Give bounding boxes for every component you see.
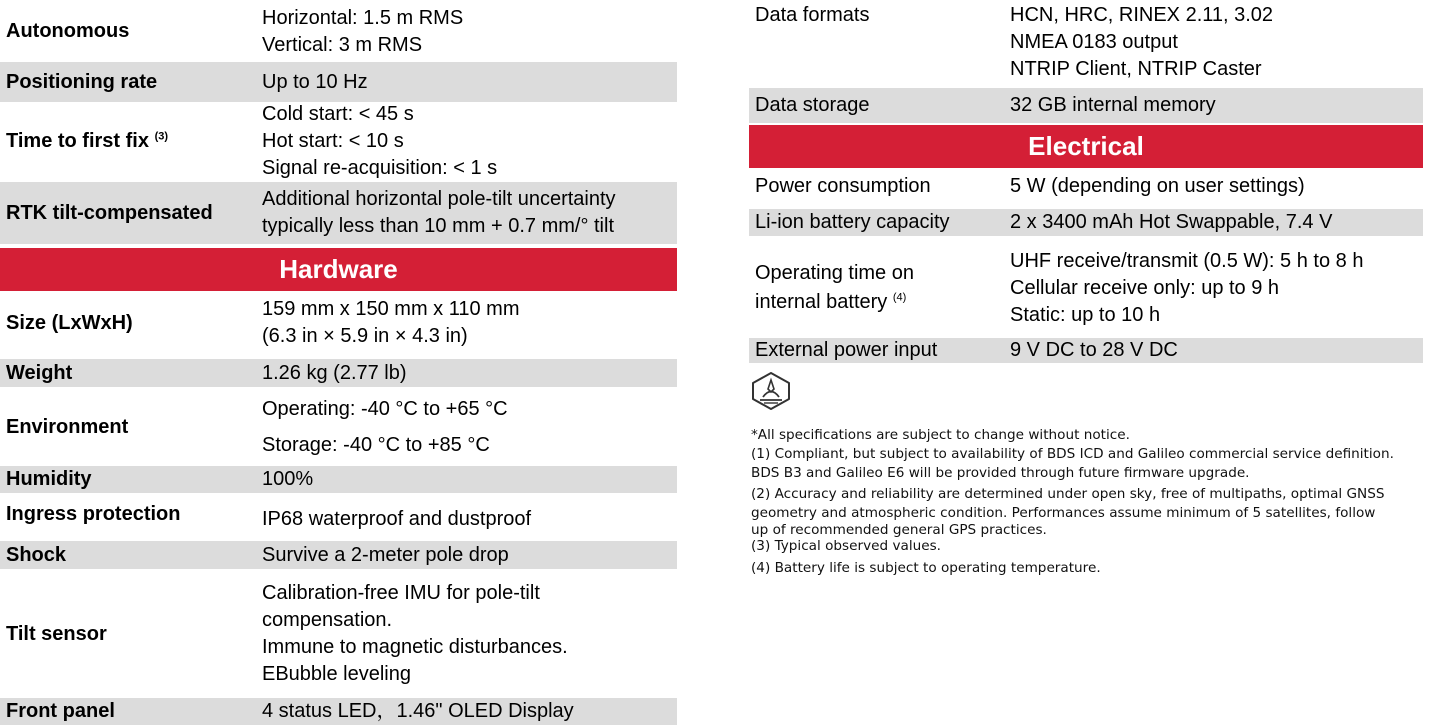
- spec-value-line: 5 W (depending on user settings): [1010, 174, 1305, 197]
- spec-value-line: 159 mm x 150 mm x 110 mm: [262, 298, 520, 320]
- spec-value: [262, 698, 677, 725]
- spec-value-line: Static: up to 10 h: [1010, 303, 1161, 326]
- spec-value: [1010, 248, 1423, 329]
- footnote-line: (2) Accuracy and reliability are determined under open sky, free of multipaths, optimal GNSS: [751, 486, 1385, 502]
- spec-label: Li-ion battery capacity: [755, 211, 950, 233]
- spec-value: [262, 542, 677, 569]
- spec-label: RTK tilt-compensated: [6, 201, 213, 224]
- spec-value-line: NMEA 0183 output: [1010, 31, 1178, 53]
- spec-value: [262, 186, 677, 240]
- spec-value-line: Immune to magnetic disturbances.: [262, 636, 568, 658]
- spec-value-line: Survive a 2-meter pole drop: [262, 543, 509, 566]
- spec-value-line: compensation.: [262, 609, 393, 631]
- spec-label: Humidity: [6, 468, 92, 490]
- spec-value-line: UHF receive/transmit (0.5 W): 5 h to 8 h: [1010, 249, 1364, 272]
- spec-label: Data storage: [755, 94, 870, 116]
- spec-row-size: [0, 294, 677, 352]
- spec-value: [262, 296, 677, 350]
- spec-value: [262, 396, 677, 459]
- spec-value-line: Horizontal: 1.5 m RMS: [262, 6, 464, 29]
- spec-value: [1010, 173, 1423, 200]
- spec-value-line: Up to 10 Hz: [262, 70, 368, 93]
- spec-value: [262, 5, 677, 59]
- spec-value-line: Storage: -40 °C to +85 °C: [262, 433, 490, 456]
- spec-label: Size (LxWxH): [6, 311, 133, 334]
- footnote-line: (1) Compliant, but subject to availability of BDS ICD and Galileo commercial service definition.: [751, 446, 1394, 462]
- spec-label: Data formats: [755, 4, 870, 26]
- footnotes: [751, 426, 1431, 578]
- spec-value-line: IP68 waterproof and dustproof: [262, 507, 532, 530]
- spec-value-line: NTRIP Client, NTRIP Caster: [1010, 58, 1262, 80]
- spec-value-line: 4 status LED，1.46" OLED Display: [262, 700, 574, 722]
- spec-label: External power input: [755, 339, 938, 361]
- spec-label: Weight: [6, 361, 73, 384]
- spec-value: [262, 506, 677, 533]
- spec-value-line: 2 x 3400 mAh Hot Swappable, 7.4 V: [1010, 211, 1333, 233]
- spec-value-line: Signal re-acquisition: < 1 s: [262, 157, 498, 179]
- spec-value: [1010, 337, 1423, 364]
- footnote-line: BDS B3 and Galileo E6 will be provided through future firmware upgrade.: [751, 465, 1250, 481]
- section-header-hardware: Hardware: [0, 248, 677, 291]
- spec-value-line: (6.3 in × 5.9 in × 4.3 in): [262, 325, 468, 347]
- spec-row-environment: [0, 390, 677, 464]
- spec-value-line: Calibration-free IMU for pole-tilt: [262, 582, 540, 604]
- spec-value-line: HCN, HRC, RINEX 2.11, 3.02: [1010, 4, 1274, 26]
- spec-row-data-formats: [749, 2, 1423, 86]
- spec-value: [1010, 209, 1423, 236]
- spec-row-shock: [0, 541, 677, 569]
- spec-value-line: Vertical: 3 m RMS: [262, 33, 423, 56]
- spec-row-data-storage: [749, 88, 1423, 123]
- spec-value-line: 9 V DC to 28 V DC: [1010, 339, 1178, 361]
- spec-value: [262, 466, 677, 493]
- spec-value: [262, 580, 677, 688]
- spec-row-humidity: [0, 466, 677, 493]
- spec-label: Front panel: [6, 700, 115, 722]
- spec-value-line: typically less than 10 mm + 0.7 mm/° tilt: [262, 215, 615, 237]
- spec-label: Power consumption: [755, 174, 931, 197]
- footnote-line: geometry and atmospheric condition. Performances assume minimum of 5 satellites, follow: [751, 505, 1376, 521]
- spec-row-rtk-tilt: [0, 182, 677, 244]
- spec-label: Environment: [6, 415, 129, 438]
- spec-row-operating-time: [749, 244, 1423, 332]
- spec-row-external-power: [749, 338, 1423, 363]
- spec-label: [0, 128, 262, 155]
- footnote-line: *All specifications are subject to change without notice.: [751, 427, 1130, 443]
- spec-value: [262, 101, 677, 182]
- spec-row-ingress: [0, 501, 677, 537]
- spec-row-tilt-sensor: [0, 579, 677, 689]
- spec-label: Shock: [6, 543, 67, 566]
- spec-label-text: Time to first fix: [6, 130, 149, 152]
- spec-value-line: 32 GB internal memory: [1010, 94, 1216, 116]
- spec-value: [1010, 92, 1423, 119]
- spec-row-weight: [0, 359, 677, 387]
- footnote-ref: (4): [892, 291, 907, 304]
- spec-value-line: EBubble leveling: [262, 663, 411, 685]
- footnote-ref: (3): [154, 130, 169, 143]
- spec-value: [262, 69, 677, 96]
- spec-row-autonomous: [0, 4, 677, 59]
- spec-label-line: [755, 288, 1010, 317]
- spec-row-battery-capacity: [749, 209, 1423, 236]
- spec-value-line: Additional horizontal pole-tilt uncertainty: [262, 188, 616, 210]
- section-header-electrical: Electrical: [749, 125, 1423, 168]
- certification-mark-icon: [751, 372, 791, 410]
- spec-label: Tilt sensor: [6, 622, 107, 645]
- spec-row-power-consumption: [749, 171, 1423, 201]
- spec-value-line: 1.26 kg (2.77 lb): [262, 361, 407, 384]
- spec-label: Autonomous: [6, 20, 130, 42]
- spec-value-line: Operating: -40 °C to +65 °C: [262, 397, 508, 420]
- spec-value-line: Cold start: < 45 s: [262, 103, 414, 125]
- spec-value: [1010, 2, 1423, 83]
- spec-value-line: 100%: [262, 468, 314, 490]
- spec-row-positioning-rate: [0, 62, 677, 102]
- spec-label-text: internal battery: [755, 291, 888, 313]
- spec-label: [749, 259, 1010, 317]
- spec-row-front-panel: [0, 698, 677, 725]
- spec-value: [262, 360, 677, 387]
- spec-label: Positioning rate: [6, 70, 158, 93]
- spec-label-line: Operating time on: [755, 262, 914, 284]
- footnote-line: (3) Typical observed values.: [751, 538, 941, 554]
- spec-value-line: Cellular receive only: up to 9 h: [1010, 276, 1280, 299]
- spec-label: Ingress protection: [6, 503, 181, 525]
- spec-row-time-to-first-fix: [0, 101, 677, 182]
- footnote-line: (4) Battery life is subject to operating temperature.: [751, 560, 1101, 576]
- footnote-line: up of recommended general GPS practices.: [751, 522, 1047, 538]
- spec-value-line: Hot start: < 10 s: [262, 130, 404, 152]
